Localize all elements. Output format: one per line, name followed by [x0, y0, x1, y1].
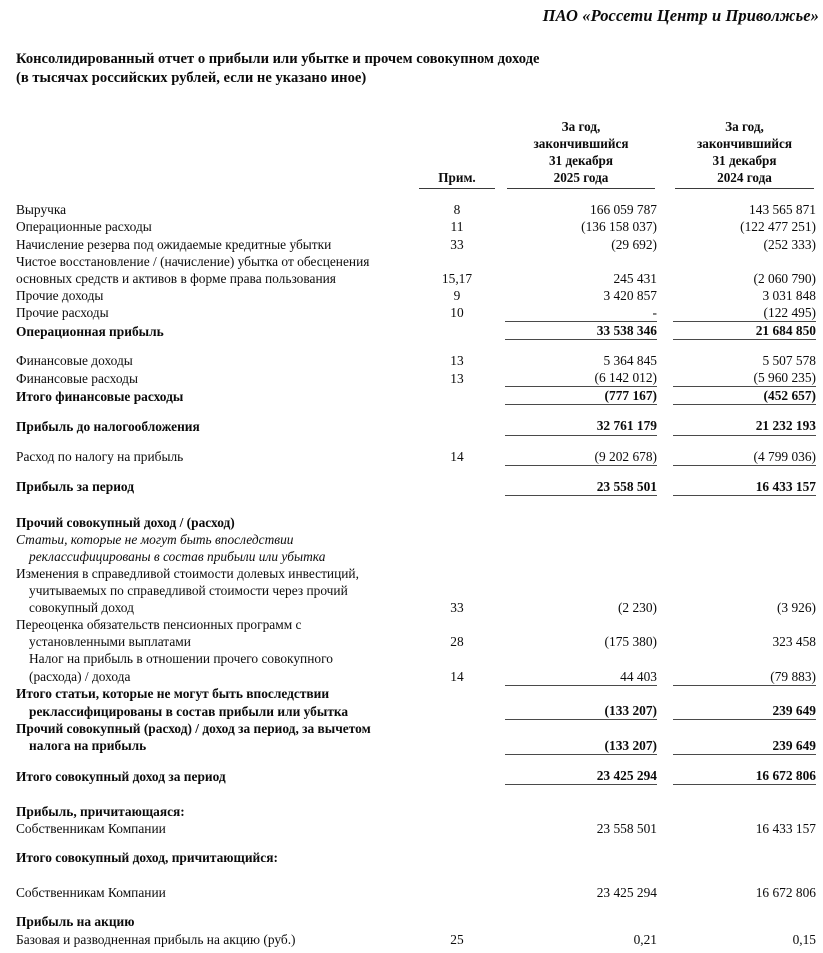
row-gap — [657, 201, 673, 218]
row-label: Итого совокупный доход за период — [16, 768, 226, 784]
row-note — [409, 702, 505, 720]
row-current-value — [505, 565, 657, 582]
table-row-impairment — [16, 270, 816, 287]
row-previous-value: (122 495) — [673, 304, 816, 322]
row-current-value — [505, 803, 657, 820]
row-label-text: установленными выплатами — [29, 634, 191, 650]
table-row-finance-income — [16, 352, 816, 369]
document-title-line-1: Консолидированный отчет о прибыли или убытке и прочем совокупном доходе — [16, 51, 540, 67]
row-previous-value — [673, 514, 816, 531]
spacer-row — [16, 495, 816, 514]
row-label: Базовая и разводненная прибыль на акцию (руб.) — [16, 931, 296, 947]
row-label: Статьи, которые не могут быть впоследствии — [16, 531, 294, 547]
row-gap — [657, 884, 673, 901]
row-current-value: 3 420 857 — [603, 287, 657, 303]
row-label: Прибыль до налогообложения — [16, 418, 200, 434]
row-gap — [657, 531, 673, 548]
table-row-other-income — [16, 287, 816, 304]
row-note — [409, 685, 505, 702]
row-gap — [657, 236, 673, 253]
table-row-oci-tax-line-1 — [16, 650, 816, 667]
row-note — [409, 650, 505, 667]
row-gap — [657, 270, 673, 287]
table-row-income-tax-expense — [16, 448, 816, 466]
spacer-row — [16, 785, 816, 804]
row-label: основных средств и активов в форме права пользования — [16, 270, 336, 286]
row-current-value: (136 158 037) — [581, 219, 657, 235]
row-gap — [657, 253, 673, 270]
row-previous-value: 143 565 871 — [749, 202, 816, 218]
row-note: 33 — [450, 236, 464, 252]
row-gap — [657, 352, 673, 369]
header-current-line-1: За год, — [561, 119, 601, 134]
row-note: 25 — [450, 931, 464, 947]
row-current-value: 32 761 179 — [505, 417, 657, 435]
row-current-value: 245 431 — [613, 270, 657, 286]
row-note — [409, 548, 505, 565]
row-note — [409, 531, 505, 548]
row-previous-value: 16 672 806 — [755, 885, 816, 901]
row-note — [409, 253, 505, 270]
table-row-finance-costs — [16, 369, 816, 387]
row-previous-value: 16 433 157 — [755, 821, 816, 837]
row-gap — [657, 322, 673, 340]
row-note — [409, 387, 505, 405]
row-previous-value — [673, 650, 816, 667]
row-current-value: 23 425 294 — [596, 885, 657, 901]
row-previous-value: (2 060 790) — [753, 270, 816, 286]
row-note: 10 — [450, 305, 464, 321]
header-note-label: Прим. — [419, 169, 495, 189]
spacer-row — [16, 405, 816, 418]
table-row-oci-italic-line-1 — [16, 531, 816, 548]
header-note-column — [409, 118, 505, 189]
table-row-fvoci-line-2 — [16, 582, 816, 599]
header-current-year-column — [505, 118, 657, 189]
row-gap — [657, 767, 673, 785]
row-previous-value — [673, 531, 816, 548]
row-current-value: (133 207) — [505, 702, 657, 720]
row-label-text: совокупный доход — [29, 600, 134, 616]
row-gap — [657, 720, 673, 737]
row-current-value: 166 059 787 — [590, 202, 657, 218]
row-gap — [657, 849, 673, 866]
row-label: Прибыль, причитающаяся: — [16, 804, 185, 820]
spacer-row — [16, 901, 816, 913]
row-previous-value: 3 031 848 — [762, 287, 816, 303]
row-gap — [657, 803, 673, 820]
row-label: Прочие расходы — [16, 305, 109, 321]
row-previous-value: 323 458 — [772, 634, 816, 650]
row-gap — [657, 565, 673, 582]
row-note — [409, 514, 505, 531]
table-row-ecl-allowance — [16, 236, 816, 253]
row-current-value — [505, 514, 657, 531]
row-label: Начисление резерва под ожидаемые кредитные убытки — [16, 236, 332, 252]
row-gap — [657, 387, 673, 405]
spacer-row — [16, 465, 816, 478]
row-previous-value: (79 883) — [673, 668, 816, 686]
row-note: 14 — [450, 449, 464, 464]
row-previous-value — [673, 548, 816, 565]
row-previous-value: 239 649 — [673, 702, 816, 720]
row-current-value — [505, 548, 657, 565]
table-row-operating-expenses — [16, 218, 816, 235]
row-gap — [657, 287, 673, 304]
row-note — [409, 737, 505, 755]
table-row-fvoci-line-1 — [16, 565, 816, 582]
row-gap — [657, 548, 673, 565]
table-row-oci-period — [16, 737, 816, 755]
row-label: Чистое восстановление / (начисление) убытка от обесценения — [16, 253, 370, 269]
row-current-value — [505, 685, 657, 702]
row-previous-value — [673, 720, 816, 737]
row-current-value: 5 364 845 — [603, 353, 657, 369]
row-current-value — [505, 650, 657, 667]
row-note — [409, 720, 505, 737]
row-previous-value — [673, 803, 816, 820]
row-gap — [657, 737, 673, 755]
row-note — [409, 884, 505, 901]
row-note: 33 — [450, 600, 464, 616]
table-row-operating-profit — [16, 322, 816, 340]
row-current-value: 23 558 501 — [596, 821, 657, 837]
table-row-profit-for-period — [16, 478, 816, 496]
row-note — [409, 616, 505, 633]
row-label — [16, 737, 409, 755]
spacer-row — [16, 866, 816, 884]
header-current-line-3: 31 декабря — [548, 153, 614, 169]
row-label-text: учитываемых по справедливой стоимости через прочий — [29, 583, 348, 599]
row-current-value: 33 538 346 — [505, 322, 657, 340]
row-label — [16, 633, 409, 650]
table-row-eps-basic-diluted — [16, 931, 816, 948]
row-previous-value — [673, 685, 816, 702]
row-previous-value — [673, 582, 816, 599]
row-previous-value: (4 799 036) — [673, 448, 816, 466]
header-previous-year-column — [673, 118, 816, 189]
row-current-value: (777 167) — [505, 387, 657, 405]
row-note — [409, 849, 505, 866]
row-previous-value: (5 960 235) — [673, 369, 816, 387]
header-previous-line-2: закончившийся — [697, 136, 792, 152]
row-label — [16, 702, 409, 720]
row-gap — [657, 582, 673, 599]
row-label-text: (расхода) / дохода — [29, 669, 131, 685]
row-label — [16, 599, 409, 616]
row-previous-value: 239 649 — [673, 737, 816, 755]
table-row-eps-heading — [16, 913, 816, 930]
row-previous-value: (3 926) — [776, 600, 816, 616]
row-current-value: (9 202 678) — [505, 448, 657, 466]
row-previous-value — [673, 913, 816, 930]
row-note — [409, 417, 505, 435]
row-label: Собственникам Компании — [16, 821, 166, 837]
row-note — [409, 913, 505, 930]
row-gap — [657, 650, 673, 667]
row-label — [16, 650, 409, 667]
row-gap — [657, 514, 673, 531]
table-row-total-finance-costs — [16, 387, 816, 405]
row-previous-value — [673, 849, 816, 866]
income-statement-table — [16, 118, 816, 948]
row-current-value — [505, 253, 657, 270]
row-note: 11 — [450, 219, 464, 235]
row-note — [409, 565, 505, 582]
header-current-line-2: закончившийся — [533, 136, 629, 152]
row-label: Выручка — [16, 202, 67, 218]
row-current-value: (2 230) — [617, 600, 657, 616]
row-note: 13 — [450, 353, 464, 369]
row-gap — [657, 685, 673, 702]
row-current-value — [505, 913, 657, 930]
row-note — [409, 322, 505, 340]
header-previous-line-3: 31 декабря — [712, 153, 777, 169]
table-row-oci-italic-line-2 — [16, 548, 816, 565]
row-previous-value — [673, 616, 816, 633]
table-row-profit-before-tax — [16, 417, 816, 435]
row-note — [409, 803, 505, 820]
row-gap — [657, 448, 673, 466]
row-gap — [657, 218, 673, 235]
row-gap — [657, 599, 673, 616]
document-title-line-2: (в тысячах российских рублей, если не указано иное) — [16, 70, 367, 86]
row-current-value — [505, 531, 657, 548]
row-previous-value: 16 433 157 — [673, 478, 816, 496]
row-label-text: Налог на прибыль в отношении прочего совокупного — [29, 651, 333, 667]
row-current-value: (175 380) — [604, 634, 657, 650]
table-row-oci-tax — [16, 668, 816, 686]
row-current-value — [505, 616, 657, 633]
row-label: Итого финансовые расходы — [16, 388, 184, 404]
table-row-fvoci — [16, 599, 816, 616]
row-label: Операционная прибыль — [16, 323, 164, 339]
row-label: Прочие доходы — [16, 287, 104, 303]
table-row-oci-period-line-1 — [16, 720, 816, 737]
row-previous-value: (252 333) — [763, 236, 816, 252]
row-label: Операционные расходы — [16, 219, 152, 235]
table-row-total-comprehensive-income — [16, 767, 816, 785]
row-label — [16, 582, 409, 599]
row-current-value — [505, 582, 657, 599]
row-label: Изменения в справедливой стоимости долевых инвестиций, — [16, 565, 359, 581]
row-current-value — [505, 720, 657, 737]
table-row-revenue — [16, 201, 816, 218]
row-previous-value: 16 672 806 — [673, 767, 816, 785]
row-current-value: (6 142 012) — [505, 369, 657, 387]
row-previous-value: (452 657) — [673, 387, 816, 405]
row-previous-value: 21 684 850 — [673, 322, 816, 340]
row-note: 9 — [453, 287, 461, 303]
document-title — [16, 50, 716, 88]
header-gap-cell — [657, 118, 673, 189]
table-row-total-nonreclass-line-1 — [16, 685, 816, 702]
spacer-row — [16, 755, 816, 768]
table-row-tci-attribution-heading — [16, 849, 816, 866]
row-previous-value: (122 477 251) — [740, 219, 816, 235]
row-label — [16, 548, 409, 565]
header-previous-line-4: 2024 года — [675, 169, 814, 189]
row-gap — [657, 633, 673, 650]
row-gap — [657, 668, 673, 686]
spacer-row — [16, 435, 816, 448]
row-label — [16, 668, 409, 686]
row-current-value: 44 403 — [505, 668, 657, 686]
row-label: Прибыль на акцию — [16, 914, 135, 930]
row-previous-value — [673, 253, 816, 270]
row-previous-value — [673, 565, 816, 582]
row-previous-value: 0,15 — [792, 931, 816, 947]
row-label-text: реклассифицированы в состав прибыли или убытка — [29, 703, 349, 719]
row-note — [409, 582, 505, 599]
table-row-impairment-line-1 — [16, 253, 816, 270]
header-blank-cell — [16, 118, 409, 189]
row-label: Собственникам Компании — [16, 885, 166, 901]
row-current-value: - — [505, 304, 657, 322]
table-row-total-nonreclass — [16, 702, 816, 720]
row-note: 8 — [453, 202, 461, 218]
table-row-other-expenses — [16, 304, 816, 322]
row-label-text: налога на прибыль — [29, 738, 147, 754]
row-label: Финансовые доходы — [16, 353, 133, 369]
row-previous-value: 5 507 578 — [762, 353, 816, 369]
row-label: Прибыль за период — [16, 479, 134, 495]
row-note — [409, 478, 505, 496]
row-previous-value: 21 232 193 — [673, 417, 816, 435]
row-note: 13 — [450, 370, 464, 386]
table-row-tci-attr-owners — [16, 884, 816, 901]
row-gap — [657, 478, 673, 496]
table-row-pension-line-1 — [16, 616, 816, 633]
row-gap — [657, 417, 673, 435]
row-label: Итого статьи, которые не могут быть впоследствии — [16, 686, 330, 702]
table-row-oci-heading — [16, 514, 816, 531]
row-current-value: 0,21 — [633, 931, 657, 947]
table-header-row — [16, 118, 816, 189]
row-note: 28 — [450, 634, 464, 650]
row-current-value — [505, 849, 657, 866]
row-label: Прочий совокупный доход / (расход) — [16, 514, 235, 530]
row-current-value: 23 425 294 — [505, 767, 657, 785]
row-label: Прочий совокупный (расход) / доход за период, за вычетом — [16, 720, 371, 736]
row-note: 15,17 — [441, 270, 473, 286]
header-previous-line-1: За год, — [725, 119, 764, 134]
row-gap — [657, 702, 673, 720]
row-gap — [657, 369, 673, 387]
row-gap — [657, 931, 673, 948]
row-label: Финансовые расходы — [16, 370, 138, 386]
row-current-value: (29 692) — [611, 236, 657, 252]
row-note: 14 — [450, 669, 464, 685]
table-row-profit-attribution-heading — [16, 803, 816, 820]
row-gap — [657, 913, 673, 930]
table-row-profit-attr-owners — [16, 820, 816, 837]
row-label: Итого совокупный доход, причитающийся: — [16, 850, 278, 866]
row-gap — [657, 616, 673, 633]
row-gap — [657, 820, 673, 837]
row-current-value: 23 558 501 — [505, 478, 657, 496]
row-label: Расход по налогу на прибыль — [16, 449, 184, 464]
company-name: ПАО «Россети Центр и Приволжье» — [542, 6, 819, 25]
row-current-value: (133 207) — [505, 737, 657, 755]
row-note — [409, 820, 505, 837]
row-label: Переоценка обязательств пенсионных программ с — [16, 617, 302, 633]
header-current-line-4: 2025 года — [507, 169, 655, 189]
spacer-row — [16, 837, 816, 849]
spacer-row — [16, 189, 816, 201]
table-row-pension — [16, 633, 816, 650]
row-note — [409, 767, 505, 785]
row-gap — [657, 304, 673, 322]
row-label-text: реклассифицированы в состав прибыли или убытка — [29, 548, 326, 564]
spacer-row — [16, 340, 816, 353]
